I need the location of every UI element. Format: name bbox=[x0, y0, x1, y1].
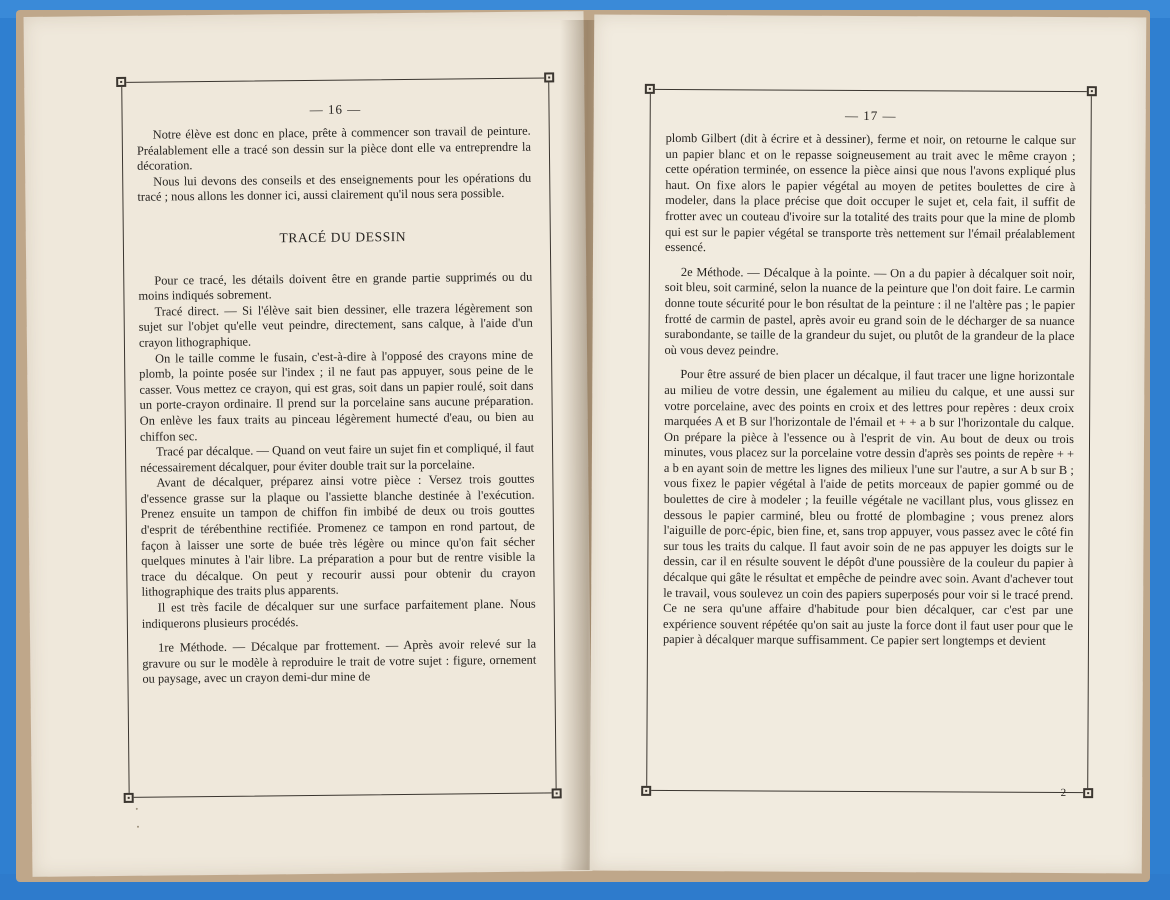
signature-mark: 2 bbox=[1060, 787, 1067, 800]
paragraph: 2e Méthode. — Décalque à la pointe. — On a du papier à décalquer soit noir, soit bleu, soit carminé, selon la nuance de la peinture que l'on doit faire. Le carmin donne toute sécurité pour le bon résultat de la peinture : il ne l'altère pas ; le papier frotté de carmin de pastel, après avoir eu grand soin de le décharger de sa nuance surabondante, se taille de la grandeur du sujet, ou plutôt de la grandeur de la place où vous devez peindre. bbox=[664, 264, 1075, 358]
paragraph: Tracé par décalque. — Quand on veut faire un sujet fin et compliqué, il faut nécessairement décalquer, pour éviter double trait sur la porcelaine. bbox=[140, 440, 535, 475]
paper-speck bbox=[136, 808, 138, 810]
paragraph: Il est très facile de décalquer sur une surface parfaitement plane. Nous indiquerons plusieurs procédés. bbox=[141, 596, 536, 631]
corner-ornament-icon bbox=[641, 786, 651, 796]
corner-ornament-icon bbox=[1083, 788, 1093, 798]
paragraph: Notre élève est donc en place, prête à commencer son travail de peinture. Préalablement elle a tracé son dessin sur la pièce dont elle va entreprendre la décoration. bbox=[136, 123, 531, 173]
paragraph: Pour ce tracé, les détails doivent être en grande partie supprimés ou du moins indiqués sobrement. bbox=[138, 269, 533, 303]
paragraph: 1re Méthode. — Décalque par frottement. — Après avoir relevé sur la gravure ou sur le modèle à reproduire le trait de votre sujet : figure, ornement ou paysage, avec un crayon demi-dur mine de bbox=[142, 636, 537, 687]
paper-speck bbox=[137, 826, 139, 828]
paragraph: Pour être assuré de bien placer un décalque, il faut tracer une ligne horizontale au milieu de votre dessin, une également au milieu du calque, et une aussi sur votre porcelaine, avec des points en croix et des lettres pour repères : deux croix marquées A et B sur l'horizontale de l'émail et + + a b sur l'horizontale du calque. On prépare la pièce à l'essence ou à l'esprit de vin. Au bout de deux ou trois minutes, vous placez sur la porcelaine votre dessin d'après ses points de repère + + a b en ayant soin de mettre les lignes des milieux l'une sur l'autre, a sur A b sur B ; vous fixez le papier végétal à l'aide de petits morceaux de papier gommé ou de boulettes de cire à modeler ; la feuille végétale ne vacillant plus, vous glissez en dessous le papier carminé, bleu ou frotté de plombagine ; vous prenez alors l'aiguille de porc-épic, bien fine, et, sans trop appuyer, vous passez avec le côté fin sur tous les traits du calque. Il faut avoir soin de ne pas appuyer les doigts sur le dessin, car il en résulte souvent le dépôt d'une poussière de la couleur du papier à décalque qui gâte le résultat et empêche de peindre avec soin. Avant d'achever tout le travail, vous soulevez un coin des papiers superposés pour voir si le tracé prend. Ce ne sera qu'une affaire d'habitude pour bien décalquer, car c'est par une expérience souvent répétée qu'on sait au juste la force dont il faut user pour que le papier à décalquer marque suffisamment. Ce papier sert longtemps et devient bbox=[662, 367, 1075, 649]
corner-ornament-icon bbox=[645, 84, 655, 94]
paragraph: plomb Gilbert (dit à écrire et à dessiner), ferme et noir, on retourne le calque sur un papier blanc et on le repasse soigneusement au trait avec le même crayon ; cette opération terminée, on essence la pièce ainsi que nous l'avons expliqué plus haut. On fixe alors le papier végétal au moyen de petites boulettes de cire à modeler, dans la place précise que doit occuper le sujet et, cela fait, il suffit de frotter avec un couteau d'ivoire sur la totalité des traits pour que la mine de plomb qui est sur le papier végétal se transporte très nettement sur l'émail préalablement essencé. bbox=[664, 130, 1076, 255]
right-page-text bbox=[663, 131, 1076, 650]
corner-ornament-icon bbox=[124, 793, 134, 803]
left-page bbox=[24, 11, 593, 877]
paragraph: Avant de décalquer, préparez ainsi votre pièce : Versez trois gouttes d'essence grasse sur la plaque ou l'assiette blanche destinée à l'exécution. Prenez ensuite un tampon de chiffon fin imbibé de deux ou trois gouttes d'esprit de térébenthine rectifiée. Promenez ce tampon en rond partout, de façon à laisser une sorte de buée très légère ou mince qu'on fait sécher quelques minutes à l'air libre. La préparation a pour but de rentre visible la trace du décalque. On peut y recourir aussi pour obtenir du crayon lithographique des traits plus apparents. bbox=[140, 471, 536, 600]
paragraph: On le taille comme le fusain, c'est-à-dire à l'opposé des crayons mine de plomb, la pointe posée sur l'index ; il ne faut pas appuyer, sous peine de le casser. Vous mettez ce crayon, qui est gras, soit dans un papier roulé, soit dans un porte-crayon ordinaire. Il prend sur la porcelaine sans aucune préparation. On enlève les faux traits au pinceau légèrement humecté d'eau, ou bien au chiffon sec. bbox=[139, 347, 534, 444]
right-page bbox=[590, 15, 1146, 874]
left-page-text bbox=[137, 124, 537, 688]
section-title: TRACÉ DU DESSIN bbox=[279, 228, 407, 246]
corner-ornament-icon bbox=[1087, 86, 1097, 96]
corner-ornament-icon bbox=[544, 72, 554, 82]
page-number-left: — 16 — bbox=[309, 101, 362, 117]
paragraph: Tracé direct. — Si l'élève sait bien dessiner, elle trazera légèrement son sujet sur l'objet qu'elle veut peindre, directement, sans calque, à l'aide d'un crayon lithographique. bbox=[138, 300, 533, 350]
corner-ornament-icon bbox=[116, 77, 126, 87]
paragraph: Nous lui devons des conseils et des enseignements pour les opérations du tracé ; nous allons les donner ici, aussi clairement qu'il nous sera possible. bbox=[137, 170, 532, 205]
page-number-right: — 17 — bbox=[844, 107, 897, 124]
